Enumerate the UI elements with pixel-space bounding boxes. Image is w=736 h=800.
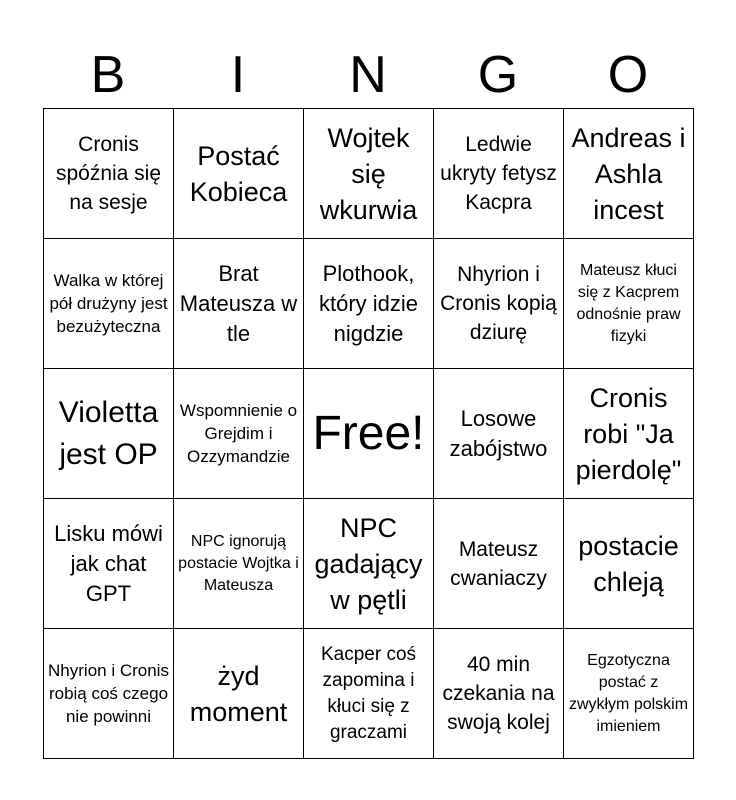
grid-row-1 bbox=[44, 109, 694, 239]
bingo-cell[interactable]: Violetta jest OP bbox=[44, 369, 174, 499]
bingo-cell[interactable]: NPC ignorują postacie Wojtka i Mateusza bbox=[174, 499, 304, 629]
bingo-cell[interactable]: Ledwie ukryty fetysz Kacpra bbox=[434, 109, 564, 239]
header-letter-g: G bbox=[477, 46, 519, 104]
grid-row-2 bbox=[44, 239, 694, 369]
bingo-cell[interactable]: Kacper coś zapomina i kłuci się z graczami bbox=[304, 629, 434, 759]
bingo-cell[interactable]: Cronis robi "Ja pierdolę" bbox=[564, 369, 694, 499]
grid-row-3 bbox=[44, 369, 694, 499]
bingo-cell[interactable]: postacie chleją bbox=[564, 499, 694, 629]
bingo-cell[interactable]: Brat Mateusza w tle bbox=[174, 239, 304, 369]
bingo-cell[interactable]: Nhyrion i Cronis robią coś czego nie powinni bbox=[44, 629, 174, 759]
bingo-cell[interactable]: Wojtek się wkurwia bbox=[304, 109, 434, 239]
free-space-cell[interactable] bbox=[304, 369, 434, 499]
bingo-cell[interactable]: Lisku mówi jak chat GPT bbox=[44, 499, 174, 629]
bingo-grid bbox=[43, 108, 694, 759]
bingo-cell[interactable]: żyd moment bbox=[174, 629, 304, 759]
bingo-cell[interactable]: Mateusz cwaniaczy bbox=[434, 499, 564, 629]
grid-row-4 bbox=[44, 499, 694, 629]
header-letter-o: O bbox=[607, 46, 649, 104]
header-letter-i: I bbox=[230, 46, 246, 104]
bingo-cell[interactable]: Wspomnienie o Grejdim i Ozzymandzie bbox=[174, 369, 304, 499]
bingo-cell[interactable]: Losowe zabójstwo bbox=[434, 369, 564, 499]
bingo-cell[interactable]: Andreas i Ashla incest bbox=[564, 109, 694, 239]
bingo-cell[interactable]: Mateusz kłuci się z Kacprem odnośnie praw fizyki bbox=[564, 239, 694, 369]
bingo-cell[interactable]: Walka w której pół drużyny jest bezużyteczna bbox=[44, 239, 174, 369]
bingo-cell[interactable]: NPC gadający w pętli bbox=[304, 499, 434, 629]
bingo-header bbox=[43, 42, 693, 108]
free-space-label: Free! bbox=[312, 406, 425, 460]
bingo-cell[interactable]: Postać Kobieca bbox=[174, 109, 304, 239]
header-letter-n: N bbox=[349, 46, 387, 104]
grid-row-5 bbox=[44, 629, 694, 759]
bingo-cell[interactable]: 40 min czekania na swoją kolej bbox=[434, 629, 564, 759]
bingo-cell[interactable]: Cronis spóźnia się na sesje bbox=[44, 109, 174, 239]
header-letter-b: B bbox=[90, 46, 126, 104]
bingo-cell[interactable]: Nhyrion i Cronis kopią dziurę bbox=[434, 239, 564, 369]
bingo-cell[interactable]: Plothook, który idzie nigdzie bbox=[304, 239, 434, 369]
bingo-cell[interactable]: Egzotyczna postać z zwykłym polskim imieniem bbox=[564, 629, 694, 759]
